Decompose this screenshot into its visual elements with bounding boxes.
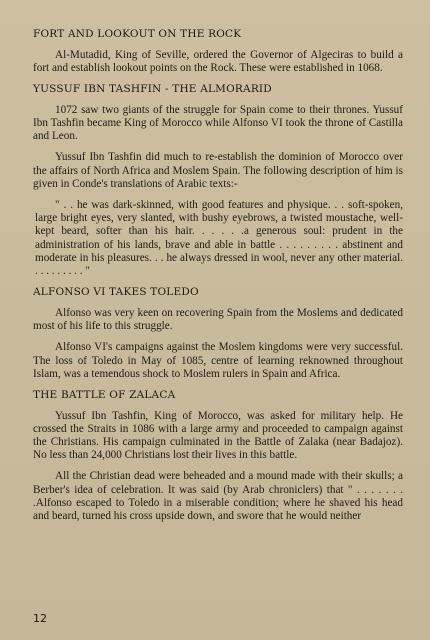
paragraph: 1072 saw two giants of the struggle for Spain come to their thrones. Yussuf Ibn Tashfin became King of Morocco while Alfonso VI took the throne of Castilla and Leon. bbox=[33, 103, 403, 143]
page-number: 12 bbox=[33, 612, 47, 625]
section-heading: ALFONSO VI TAKES TOLEDO bbox=[33, 286, 199, 299]
section-yussuf-ibn-tashfin bbox=[33, 83, 403, 278]
section-heading: FORT AND LOOKOUT ON THE ROCK bbox=[33, 28, 242, 40]
section-heading: YUSSUF IBN TASHFIN - THE ALMORARID bbox=[33, 83, 272, 96]
paragraph: Alfonso was very keen on recovering Spain from the Moslems and dedicated most of his life to this struggle. bbox=[33, 306, 403, 333]
paragraph: Yussuf Ibn Tashfin, King of Morocco, was asked for military help. He crossed the Straits in 1086 with a large army and proceeded to campaign against the Christians. His campaign culminated in the Battle of Zalaka (near Badajoz). No less than 24,000 Christians lost their lives in this battle. bbox=[33, 409, 403, 462]
paragraph: Al-Mutadid, King of Seville, ordered the Governor of Algeciras to build a fort and establish lookout points on the Rock. These were established in 1068. bbox=[33, 48, 403, 74]
section-battle-of-zalaca bbox=[33, 389, 403, 523]
page-content bbox=[33, 28, 403, 531]
section-heading: THE BATTLE OF ZALACA bbox=[33, 388, 176, 401]
quotation: " . . he was dark-skinned, with good features and physique. . . soft-spoken, large bright eyes, very slanted, with bushy eyebrows, a twisted moustache, well-kept beard, softer than his hair. . . . . .a generous soul: prudent in the administration of his lands, brave and able in battle . . . . . . . . . abstinent and moderate in his pleasures. . . he always dressed in wool, never any other material. . . . . . . . . . " bbox=[35, 198, 403, 278]
section-fort-and-lookout bbox=[33, 28, 403, 75]
section-alfonso-takes-toledo bbox=[33, 286, 403, 381]
paragraph: Yussuf Ibn Tashfin did much to re-establish the dominion of Morocco over the affairs of North Africa and Moslem Spain. The following description of him is given in Conde's translations of Arabic texts:- bbox=[33, 151, 403, 190]
paragraph: All the Christian dead were beheaded and a mound made with their skulls; a Berber's idea of celebration. It was said (by Arab chroniclers) that " . . . . . . . .Alfonso escaped to Toledo in a miserable condition; where he shaved his head and beard, turned his cross upside down, and swore that he would neither bbox=[33, 470, 403, 523]
paragraph: Alfonso VI's campaigns against the Moslem kingdoms were very successful. The loss of Toledo in May of 1085, centre of learning reknowned throughout Islam, was a temendous shock to Moslem rulers in Spain and Africa. bbox=[33, 341, 403, 380]
